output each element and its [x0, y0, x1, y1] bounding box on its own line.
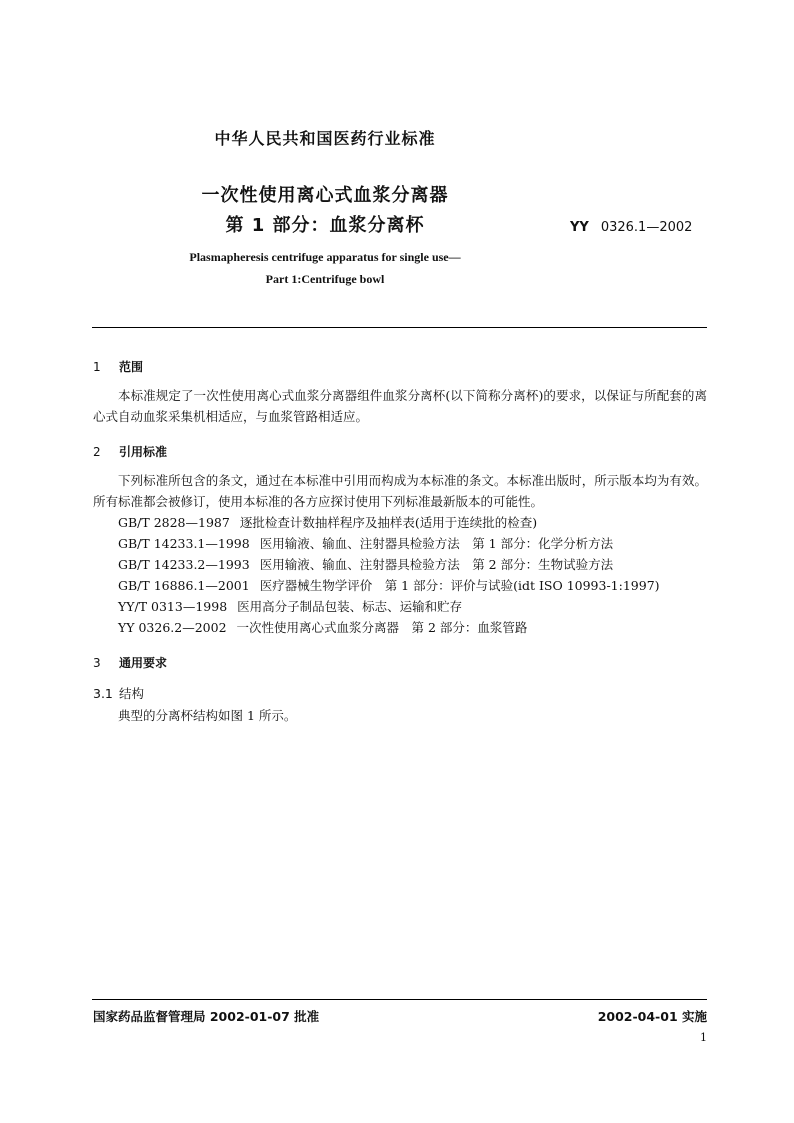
- section-3-number: 3: [93, 656, 101, 670]
- implementation-line: 2002-04-01 实施: [597, 1009, 707, 1024]
- subsection-3-1-title: 结构: [119, 686, 145, 701]
- reference-title: 逐批检查计数抽样程序及抽样表(适用于连续批的检查): [239, 515, 538, 530]
- section-3-heading: [93, 654, 167, 671]
- reference-code: GB/T 2828—1987: [118, 515, 230, 530]
- reference-title: 医用高分子制品包装、标志、运输和贮存: [237, 599, 463, 614]
- english-title-line-2: Part 1:Centrifuge bowl: [265, 272, 385, 286]
- reference-item: [118, 554, 660, 575]
- reference-code: YY 0326.2—2002: [118, 620, 227, 635]
- standard-code: 0326.1—2002: [600, 220, 693, 235]
- issuing-body: 中华人民共和国医药行业标准: [214, 129, 436, 148]
- reference-item: [118, 596, 660, 617]
- subsection-3-1-text: 典型的分离杯结构如图 1 所示。: [118, 708, 297, 723]
- english-title-line-1: Plasmapheresis centrifuge apparatus for single use—: [189, 250, 461, 264]
- section-2-heading: [93, 443, 167, 460]
- reference-code: GB/T 14233.2—1993: [118, 557, 250, 572]
- reference-item: [118, 575, 660, 596]
- reference-title: 医疗器械生物学评价 第 1 部分：评价与试验(idt ISO 10993-1:1997): [259, 578, 660, 593]
- section-1-title: 范围: [119, 360, 144, 374]
- title-line-1: 一次性使用离心式血浆分离器: [201, 185, 449, 206]
- reference-code: GB/T 16886.1—2001: [118, 578, 250, 593]
- reference-item: [118, 533, 660, 554]
- title-line-2: 第 1 部分：血浆分离杯: [225, 215, 425, 236]
- approval-line: 国家药品监督管理局 2002-01-07 批准: [93, 1009, 320, 1024]
- subsection-3-1-heading: [93, 684, 144, 702]
- footer-divider: [92, 999, 707, 1000]
- standard-prefix: YY: [570, 220, 589, 235]
- section-2-text: 下列标准所包含的条文，通过在本标准中引用而构成为本标准的条文。本标准出版时，所示版本均为有效。所有标准都会被修订，使用本标准的各方应探讨使用下列标准最新版本的可能性。: [93, 473, 707, 509]
- section-1-heading: [93, 358, 143, 375]
- reference-code: YY/T 0313—1998: [118, 599, 228, 614]
- section-1-number: 1: [93, 360, 101, 374]
- section-1-text: 本标准规定了一次性使用离心式血浆分离器组件血浆分离杯(以下简称分离杯)的要求，以保证与所配套的离心式自动血浆采集机相适应，与血浆管路相适应。: [93, 388, 707, 424]
- reference-item: [118, 512, 660, 533]
- section-2-number: 2: [93, 445, 101, 459]
- section-3-title: 通用要求: [119, 656, 168, 670]
- section-2-title: 引用标准: [119, 445, 168, 459]
- header-divider: [92, 327, 707, 328]
- reference-list: [118, 512, 660, 638]
- reference-title: 医用输液、输血、注射器具检验方法 第 2 部分：生物试验方法: [259, 557, 614, 572]
- reference-code: GB/T 14233.1—1998: [118, 536, 250, 551]
- reference-title: 一次性使用离心式血浆分离器 第 2 部分：血浆管路: [236, 620, 528, 635]
- standard-number: [570, 220, 692, 235]
- page-number: 1: [700, 1031, 707, 1044]
- reference-item: [118, 617, 660, 638]
- subsection-3-1-number: 3.1: [93, 686, 113, 701]
- reference-title: 医用输液、输血、注射器具检验方法 第 1 部分：化学分析方法: [259, 536, 614, 551]
